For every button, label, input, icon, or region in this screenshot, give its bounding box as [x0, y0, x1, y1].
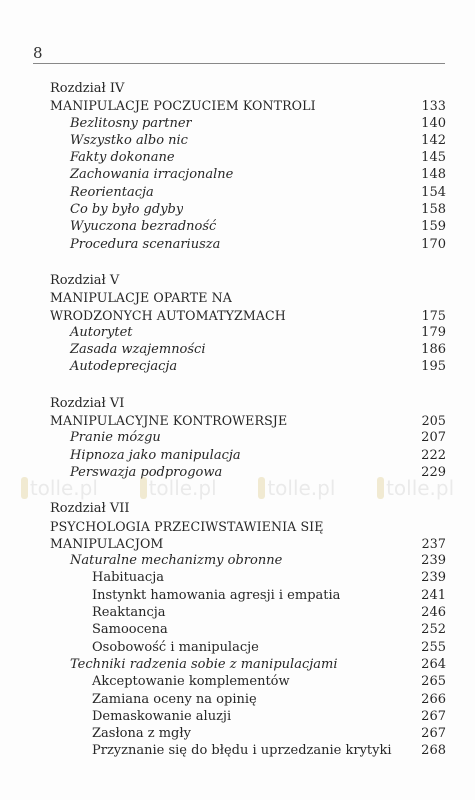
- toc-entry-page: 246: [421, 605, 446, 621]
- chapter-gap: [50, 481, 446, 500]
- toc-subentry: [50, 742, 446, 759]
- toc-entry-page: 170: [421, 236, 446, 252]
- toc-entry-title: Reorientacja: [70, 184, 154, 200]
- toc-entry: [50, 132, 446, 149]
- toc-entry: [50, 149, 446, 166]
- chapter-label: Rozdział V: [50, 272, 120, 288]
- chapter-title-line: [50, 412, 446, 429]
- toc-entry: [50, 464, 446, 481]
- chapter-title-line: [50, 97, 446, 114]
- toc-entry-title: Wyuczona bezradność: [70, 219, 217, 235]
- toc-entry-title: Wszystko albo nic: [70, 132, 188, 148]
- toc-entry-page: 142: [421, 132, 446, 148]
- toc-subentry: [50, 621, 446, 638]
- toc-entry-title: Co by było gdyby: [70, 202, 184, 218]
- toc-entry-page: 255: [421, 639, 446, 655]
- toc-entry-title: Akceptowanie komplementów: [92, 674, 290, 690]
- toc-entry-page: 252: [421, 622, 446, 638]
- toc-entry-title: Zasada wzajemności: [70, 342, 206, 358]
- toc-entry-page: 229: [421, 464, 446, 480]
- toc-entry-page: 186: [421, 342, 446, 358]
- toc-subentry: [50, 673, 446, 690]
- toc-entry-page: 154: [421, 184, 446, 200]
- toc-entry: [50, 166, 446, 183]
- toc-entry-title: Reaktancja: [92, 605, 166, 621]
- watermark: tolle.pl: [140, 476, 217, 500]
- toc-entry-title: Przyznanie się do błędu i uprzedzanie krytyki: [92, 743, 392, 759]
- toc-entry-title: Perswazja podprogowa: [70, 464, 223, 480]
- chapter-gap: [50, 376, 446, 395]
- toc-entry-page: 241: [421, 587, 446, 603]
- toc-entry-page: 222: [421, 447, 446, 463]
- chapter-title-text: MANIPULACYJNE KONTROWERSJE: [50, 413, 288, 429]
- chapter-label: Rozdział VII: [50, 501, 130, 517]
- watermark: tolle.pl: [258, 476, 335, 500]
- toc-entry: [50, 115, 446, 132]
- chapter-section: [50, 395, 446, 481]
- chapter-label: Rozdział VI: [50, 395, 125, 411]
- toc-entry-title: Pranie mózgu: [70, 430, 161, 446]
- toc-entry-title: Bezlitosny partner: [70, 115, 192, 131]
- toc-entry: [50, 656, 446, 673]
- toc-entry-page: 145: [421, 150, 446, 166]
- toc-entry-title: Autodeprecjacja: [70, 359, 178, 375]
- toc-entry-page: 264: [421, 656, 446, 672]
- chapter-title-line: [50, 535, 446, 552]
- toc-subentry: [50, 569, 446, 586]
- chapter-page-number: 133: [421, 98, 446, 114]
- chapter-section: [50, 500, 446, 759]
- chapter-page-number: 237: [421, 535, 446, 551]
- chapter-gap: [50, 253, 446, 272]
- toc-entry-title: Instynkt hamowania agresji i empatia: [92, 587, 341, 603]
- toc-entry-page: 207: [421, 430, 446, 446]
- toc-entry-page: 267: [421, 726, 446, 742]
- toc-subentry: [50, 708, 446, 725]
- toc-entry-title: Autorytet: [70, 324, 133, 340]
- chapter-title-text: MANIPULACJOM: [50, 535, 164, 551]
- toc-entry-title: Zasłona z mgły: [92, 726, 191, 742]
- toc-entry-title: Demaskowanie aluzji: [92, 708, 232, 724]
- toc-entry-page: 265: [421, 674, 446, 690]
- chapter-title-line: PSYCHOLOGIA PRZECIWSTAWIENIA SIĘ: [50, 518, 324, 534]
- toc-entry-page: 140: [421, 115, 446, 131]
- toc-entry: [50, 341, 446, 358]
- chapter-page-number: 175: [421, 307, 446, 323]
- toc-entry-title: Hipnoza jako manipulacja: [70, 447, 241, 463]
- toc-entry: [50, 201, 446, 218]
- toc-entry-page: 195: [421, 359, 446, 375]
- toc-entry: [50, 218, 446, 235]
- toc-entry: [50, 236, 446, 253]
- chapter-section: [50, 272, 446, 376]
- chapter-page-number: 205: [421, 413, 446, 429]
- toc-entry: [50, 358, 446, 375]
- toc-entry-title: Samoocena: [92, 622, 168, 638]
- toc-entry-page: 148: [421, 167, 446, 183]
- table-of-contents: [50, 80, 446, 760]
- toc-entry-page: 239: [421, 570, 446, 586]
- toc-subentry: [50, 639, 446, 656]
- toc-entry-title: Osobowość i manipulacje: [92, 639, 259, 655]
- toc-entry: [50, 324, 446, 341]
- toc-entry-page: 266: [421, 691, 446, 707]
- toc-entry: [50, 429, 446, 446]
- chapter-title-text: WRODZONYCH AUTOMATYZMACH: [50, 307, 286, 323]
- toc-entry-title: Zamiana oceny na opinię: [92, 691, 257, 707]
- toc-entry-title: Procedura scenariusza: [70, 236, 221, 252]
- toc-entry-title: Habituacja: [92, 570, 164, 586]
- watermark: tolle.pl: [377, 476, 454, 500]
- chapter-title-line: [50, 307, 446, 324]
- toc-entry-page: 159: [421, 219, 446, 235]
- toc-entry: [50, 447, 446, 464]
- chapter-title-text: MANIPULACJE POCZUCIEM KONTROLI: [50, 98, 316, 114]
- toc-subentry: [50, 604, 446, 621]
- toc-entry-page: 158: [421, 202, 446, 218]
- toc-entry-title: Fakty dokonane: [70, 150, 175, 166]
- toc-entry-page: 268: [421, 743, 446, 759]
- toc-entry: [50, 552, 446, 569]
- toc-subentry: [50, 587, 446, 604]
- pencil-logo-icon: [21, 477, 28, 499]
- toc-entry-page: 179: [421, 324, 446, 340]
- header-rule: [33, 63, 445, 64]
- toc-entry-title: Techniki radzenia sobie z manipulacjami: [70, 656, 338, 672]
- toc-entry: [50, 184, 446, 201]
- page-number: 8: [33, 44, 43, 62]
- chapter-section: [50, 80, 446, 253]
- toc-entry-page: 239: [421, 553, 446, 569]
- toc-entry-page: 267: [421, 708, 446, 724]
- toc-subentry: [50, 691, 446, 708]
- chapter-title-line: MANIPULACJE OPARTE NA: [50, 290, 232, 306]
- watermark: tolle.pl: [21, 476, 98, 500]
- toc-entry-title: Zachowania irracjonalne: [70, 167, 234, 183]
- toc-subentry: [50, 725, 446, 742]
- toc-entry-title: Naturalne mechanizmy obronne: [70, 553, 283, 569]
- chapter-label: Rozdział IV: [50, 81, 125, 96]
